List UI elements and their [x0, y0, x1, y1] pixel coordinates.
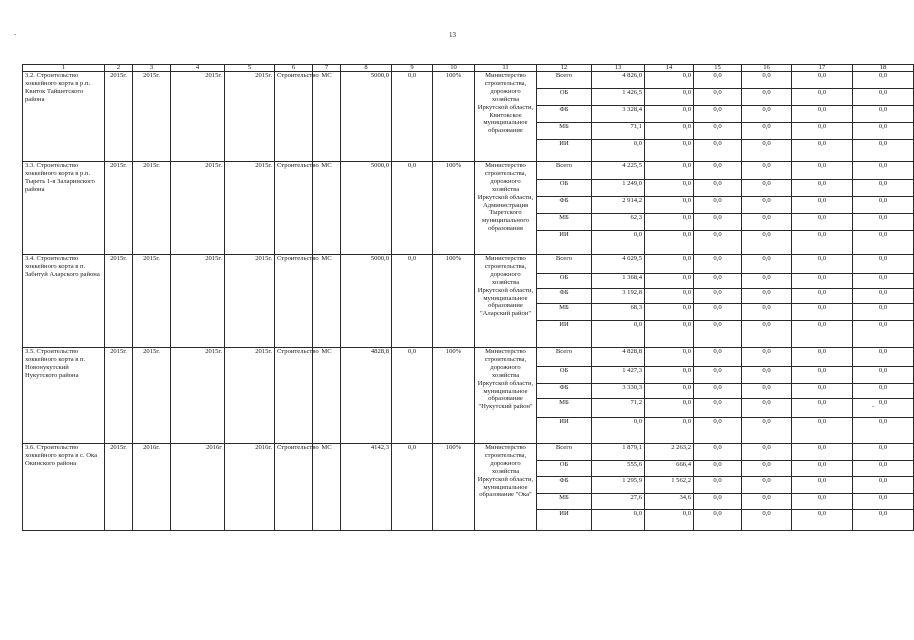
- funding-source: Всего: [537, 255, 592, 274]
- amount-cell: 0,0: [694, 461, 742, 477]
- amount-cell: 0,0: [742, 348, 792, 367]
- column-number: 5: [225, 65, 275, 72]
- column-number: 3: [133, 65, 171, 72]
- completion-percent: 100%: [433, 444, 475, 531]
- unit: МС: [313, 72, 341, 162]
- amount-cell: 0,0: [694, 180, 742, 197]
- amount-cell: 0,0: [792, 197, 853, 214]
- left-margin-mark: -: [14, 30, 17, 38]
- amount-cell: 0,0: [694, 162, 742, 180]
- completed-value: 0,0: [392, 72, 433, 162]
- amount-cell: 555,6: [592, 461, 645, 477]
- estimated-cost: 5000,0: [341, 255, 392, 348]
- amount-cell: 0,0: [742, 399, 792, 418]
- project-row: [23, 255, 914, 274]
- amount-cell: 0,0: [694, 197, 742, 214]
- amount-cell: 0,0: [853, 494, 914, 510]
- amount-cell: 0,0: [645, 214, 694, 231]
- start-year: 2015г.: [105, 348, 133, 444]
- amount-cell: 0,0: [645, 510, 694, 531]
- end-year: 2015г.: [133, 72, 171, 162]
- funding-source: ИИ: [537, 510, 592, 531]
- responsible-executor: Министерство строительства, дорожного хозяйства Иркутской области, муниципальное образование "Нукутский район": [475, 348, 537, 444]
- completion-percent: 100%: [433, 72, 475, 162]
- amount-cell: 0,0: [645, 348, 694, 367]
- project-name: 3.2. Строительство хоккейного корта в р.п. Квиток Тайшетского района: [23, 72, 105, 162]
- work-type: Строительство: [275, 162, 313, 255]
- amount-cell: 0,0: [792, 348, 853, 367]
- amount-cell: 0,0: [792, 304, 853, 321]
- program-table: [22, 64, 914, 531]
- amount-cell: 0,0: [742, 89, 792, 106]
- estimated-cost: 4142,3: [341, 444, 392, 531]
- column-number: 6: [275, 65, 313, 72]
- project-row: [23, 72, 914, 89]
- amount-cell: 0,0: [792, 72, 853, 89]
- funding-source: Всего: [537, 348, 592, 367]
- amount-cell: 0,0: [645, 304, 694, 321]
- completion-percent: 100%: [433, 348, 475, 444]
- start-year: 2015г.: [105, 162, 133, 255]
- amount-cell: 0,0: [694, 255, 742, 274]
- amount-cell: 0,0: [792, 106, 853, 123]
- amount-cell: 0,0: [742, 231, 792, 255]
- amount-cell: 0,0: [694, 106, 742, 123]
- amount-cell: 0,0: [792, 444, 853, 461]
- amount-cell: 0,0: [742, 321, 792, 348]
- work-type: Строительство: [275, 444, 313, 531]
- amount-cell: 0,0: [742, 494, 792, 510]
- amount-cell: 0,0: [853, 162, 914, 180]
- estimated-cost: 4828,8: [341, 348, 392, 444]
- amount-cell: 0,0: [792, 477, 853, 494]
- amount-cell: 2 914,2: [592, 197, 645, 214]
- funding-source: Всего: [537, 162, 592, 180]
- amount-cell: 62,3: [592, 214, 645, 231]
- amount-cell: 1 562,2: [645, 477, 694, 494]
- funding-source: МБ: [537, 214, 592, 231]
- amount-cell: 0,0: [853, 214, 914, 231]
- funding-source: ОБ: [537, 367, 592, 384]
- completed-value: 0,0: [392, 255, 433, 348]
- amount-cell: 0,0: [853, 197, 914, 214]
- amount-cell: 0,0: [694, 384, 742, 399]
- amount-cell: 0,0: [694, 321, 742, 348]
- amount-cell: 0,0: [645, 106, 694, 123]
- amount-cell: 0,0: [694, 304, 742, 321]
- amount-cell: 0,0: [694, 72, 742, 89]
- amount-cell: 0,0: [792, 289, 853, 304]
- amount-cell: 34,6: [645, 494, 694, 510]
- amount-cell: 0,0: [792, 140, 853, 162]
- funding-source: ОБ: [537, 180, 592, 197]
- funding-source: ОБ: [537, 461, 592, 477]
- project-row: [23, 348, 914, 367]
- amount-cell: 0,0: [645, 384, 694, 399]
- funding-source: ФБ: [537, 289, 592, 304]
- amount-cell: 0,0: [694, 399, 742, 418]
- period-end: 2016г.: [225, 444, 275, 531]
- amount-cell: 0,0: [645, 162, 694, 180]
- responsible-executor: Министерство строительства, дорожного хозяйства Иркутской области, Квитокское муниципальное образование: [475, 72, 537, 162]
- amount-cell: 0,0: [645, 123, 694, 140]
- unit: МС: [313, 444, 341, 531]
- amount-cell: 0,0: [645, 140, 694, 162]
- period-start: 2015г.: [171, 72, 225, 162]
- amount-cell: 0,0: [694, 123, 742, 140]
- amount-cell: 4 629,5: [592, 255, 645, 274]
- amount-cell: 0,0: [853, 348, 914, 367]
- amount-cell: 0,0: [742, 367, 792, 384]
- amount-cell: 0,0: [792, 510, 853, 531]
- amount-cell: 0,0: [853, 106, 914, 123]
- amount-cell: 1 368,4: [592, 274, 645, 289]
- completed-value: 0,0: [392, 444, 433, 531]
- end-year: 2015г.: [133, 348, 171, 444]
- amount-cell: 0,0: [792, 384, 853, 399]
- amount-cell: 1 427,3: [592, 367, 645, 384]
- amount-cell: 0,0: [853, 477, 914, 494]
- period-end: 2015г.: [225, 348, 275, 444]
- funding-source: Всего: [537, 444, 592, 461]
- amount-cell: 0,0: [694, 289, 742, 304]
- responsible-executor: Министерство строительства, дорожного хозяйства Иркутской области, муниципальное образование "Аларский район": [475, 255, 537, 348]
- amount-cell: 0,0: [853, 72, 914, 89]
- amount-cell: 0,0: [742, 461, 792, 477]
- amount-cell: 0,0: [592, 140, 645, 162]
- amount-cell: 0,0: [742, 477, 792, 494]
- project-row: [23, 444, 914, 461]
- amount-cell: 0,0: [853, 180, 914, 197]
- unit: МС: [313, 255, 341, 348]
- column-number-row: [23, 65, 914, 72]
- funding-source: ФБ: [537, 197, 592, 214]
- period-start: 2015г.: [171, 348, 225, 444]
- amount-cell: 3 330,3: [592, 384, 645, 399]
- amount-cell: 0,0: [853, 304, 914, 321]
- amount-cell: 71,1: [592, 123, 645, 140]
- amount-cell: 1 295,9: [592, 477, 645, 494]
- amount-cell: 0,0: [792, 461, 853, 477]
- amount-cell: 0,0: [694, 418, 742, 444]
- start-year: 2015г.: [105, 444, 133, 531]
- amount-cell: 0,0: [853, 444, 914, 461]
- amount-cell: 0,0: [742, 274, 792, 289]
- amount-cell: 4 826,0: [592, 72, 645, 89]
- project-name: 3.4. Строительство хоккейного корта в п. Забитуй Аларского района: [23, 255, 105, 348]
- amount-cell: 0,0: [742, 180, 792, 197]
- funding-source: Всего: [537, 72, 592, 89]
- end-year: 2015г.: [133, 162, 171, 255]
- end-year: 2015г.: [133, 255, 171, 348]
- column-number: 13: [592, 65, 645, 72]
- column-number: 18: [853, 65, 914, 72]
- amount-cell: 0,0: [792, 274, 853, 289]
- amount-cell: 1 249,0: [592, 180, 645, 197]
- amount-cell: 0,0: [592, 510, 645, 531]
- funding-source: ОБ: [537, 89, 592, 106]
- period-start: 2015г.: [171, 162, 225, 255]
- funding-source: МБ: [537, 494, 592, 510]
- amount-cell: 666,4: [645, 461, 694, 477]
- amount-cell: 0,0: [792, 255, 853, 274]
- amount-cell: 0,0: [792, 231, 853, 255]
- period-end: 2015г.: [225, 72, 275, 162]
- amount-cell: 0,0: [792, 123, 853, 140]
- amount-cell: 1 426,5: [592, 89, 645, 106]
- project-name: 3.6. Строительство хоккейного корта в с. Ока Окинского района: [23, 444, 105, 531]
- amount-cell: 0,0: [645, 399, 694, 418]
- amount-cell: 0,0: [792, 321, 853, 348]
- amount-cell: 0,0: [694, 231, 742, 255]
- completed-value: 0,0: [392, 162, 433, 255]
- amount-cell: 0,0: [853, 367, 914, 384]
- completed-value: 0,0: [392, 348, 433, 444]
- amount-cell: 71,2: [592, 399, 645, 418]
- amount-cell: 0,0: [742, 444, 792, 461]
- amount-cell: 0,0: [742, 214, 792, 231]
- funding-source: ФБ: [537, 477, 592, 494]
- column-number: 11: [475, 65, 537, 72]
- amount-cell: 0,0: [742, 123, 792, 140]
- amount-cell: 0,0: [742, 72, 792, 89]
- amount-cell: 0,0: [792, 399, 853, 418]
- period-end: 2015г.: [225, 255, 275, 348]
- work-type: Строительство: [275, 348, 313, 444]
- completion-percent: 100%: [433, 255, 475, 348]
- amount-cell: 0,0: [645, 274, 694, 289]
- amount-cell: 0,0: [792, 162, 853, 180]
- funding-source: МБ: [537, 123, 592, 140]
- amount-cell: 27,6: [592, 494, 645, 510]
- responsible-executor: Министерство строительства, дорожного хозяйства Иркутской области, Администрация Тыретского муниципального образования: [475, 162, 537, 255]
- column-number: 4: [171, 65, 225, 72]
- end-year: 2016г.: [133, 444, 171, 531]
- amount-cell: 0,0: [742, 384, 792, 399]
- estimated-cost: 5000,0: [341, 72, 392, 162]
- amount-cell: 0,0: [853, 255, 914, 274]
- amount-cell: 4 225,5: [592, 162, 645, 180]
- amount-cell: 0,0: [792, 418, 853, 444]
- project-row: [23, 162, 914, 180]
- amount-cell: 0,0: [694, 140, 742, 162]
- funding-source: ОБ: [537, 274, 592, 289]
- column-number: 10: [433, 65, 475, 72]
- amount-cell: 0,0: [853, 140, 914, 162]
- amount-cell: 0,0: [853, 510, 914, 531]
- amount-cell: 0,0: [853, 231, 914, 255]
- amount-cell: 0,0: [645, 197, 694, 214]
- amount-cell: 0,0: [792, 367, 853, 384]
- amount-cell: 0,0: [742, 162, 792, 180]
- funding-source: ИИ: [537, 231, 592, 255]
- amount-cell: 1 879,1: [592, 444, 645, 461]
- work-type: Строительство: [275, 255, 313, 348]
- column-number: 15: [694, 65, 742, 72]
- unit: МС: [313, 348, 341, 444]
- completion-percent: 100%: [433, 162, 475, 255]
- amount-cell: 0,0: [645, 367, 694, 384]
- project-name: 3.5. Строительство хоккейного корта в п. Новонукутский Нукутского района: [23, 348, 105, 444]
- period-end: 2015г.: [225, 162, 275, 255]
- amount-cell: 4 828,8: [592, 348, 645, 367]
- start-year: 2015г.: [105, 255, 133, 348]
- amount-cell: 0,0: [645, 255, 694, 274]
- amount-cell: 0,0: [645, 180, 694, 197]
- amount-cell: 3 192,8: [592, 289, 645, 304]
- amount-cell: 0,0: [742, 289, 792, 304]
- amount-cell: 0,0: [694, 477, 742, 494]
- amount-cell: 0,0: [792, 494, 853, 510]
- amount-cell: 0,0: [742, 510, 792, 531]
- amount-cell: 0,0: [792, 89, 853, 106]
- amount-cell: 0,0: [694, 89, 742, 106]
- amount-cell: 0,0: [742, 197, 792, 214]
- funding-source: ИИ: [537, 140, 592, 162]
- amount-cell: 0,0: [592, 321, 645, 348]
- work-type: Строительство: [275, 72, 313, 162]
- amount-cell: 0,0: [853, 123, 914, 140]
- amount-cell: 0,0: [592, 231, 645, 255]
- amount-cell: 0,0: [645, 418, 694, 444]
- estimated-cost: 5000,0: [341, 162, 392, 255]
- amount-cell: 0,0: [792, 180, 853, 197]
- amount-cell: 0,0: [853, 399, 914, 418]
- amount-cell: 0,0: [694, 494, 742, 510]
- column-number: 2: [105, 65, 133, 72]
- responsible-executor: Министерство строительства, дорожного хозяйства Иркутской области, муниципальное образование "Ока": [475, 444, 537, 531]
- amount-cell: 0,0: [645, 321, 694, 348]
- funding-source: ФБ: [537, 106, 592, 123]
- amount-cell: 0,0: [742, 255, 792, 274]
- funding-source: ФБ: [537, 384, 592, 399]
- amount-cell: 0,0: [645, 89, 694, 106]
- start-year: 2015г.: [105, 72, 133, 162]
- column-number: 14: [645, 65, 694, 72]
- column-number: 1: [23, 65, 105, 72]
- amount-cell: 0,0: [645, 231, 694, 255]
- amount-cell: 68,3: [592, 304, 645, 321]
- amount-cell: 0,0: [742, 418, 792, 444]
- amount-cell: 0,0: [645, 72, 694, 89]
- amount-cell: 0,0: [853, 89, 914, 106]
- amount-cell: 0,0: [853, 289, 914, 304]
- funding-source: МБ: [537, 304, 592, 321]
- amount-cell: 0,0: [694, 214, 742, 231]
- project-name: 3.3. Строительство хоккейного корта в р.п. Тыреть 1-я Заларинского района: [23, 162, 105, 255]
- column-number: 12: [537, 65, 592, 72]
- amount-cell: 3 328,4: [592, 106, 645, 123]
- amount-cell: 0,0: [853, 321, 914, 348]
- funding-source: МБ: [537, 399, 592, 418]
- amount-cell: 0,0: [742, 140, 792, 162]
- amount-cell: 0,0: [694, 367, 742, 384]
- page-number: 13: [449, 31, 456, 39]
- amount-cell: 0,0: [853, 384, 914, 399]
- amount-cell: 0,0: [694, 274, 742, 289]
- amount-cell: 0,0: [742, 106, 792, 123]
- amount-cell: 0,0: [694, 510, 742, 531]
- funding-source: ИИ: [537, 418, 592, 444]
- amount-cell: 0,0: [792, 214, 853, 231]
- column-number: 17: [792, 65, 853, 72]
- amount-cell: 0,0: [853, 461, 914, 477]
- amount-cell: 0,0: [694, 444, 742, 461]
- period-start: 2016г: [171, 444, 225, 531]
- period-start: 2015г.: [171, 255, 225, 348]
- amount-cell: 0,0: [742, 304, 792, 321]
- column-number: 7: [313, 65, 341, 72]
- amount-cell: 0,0: [645, 289, 694, 304]
- amount-cell: 0,0: [853, 274, 914, 289]
- column-number: 8: [341, 65, 392, 72]
- right-margin-mark: -: [872, 402, 875, 410]
- amount-cell: 2 263,2: [645, 444, 694, 461]
- unit: МС: [313, 162, 341, 255]
- funding-source: ИИ: [537, 321, 592, 348]
- column-number: 16: [742, 65, 792, 72]
- amount-cell: 0,0: [592, 418, 645, 444]
- amount-cell: 0,0: [853, 418, 914, 444]
- column-number: 9: [392, 65, 433, 72]
- amount-cell: 0,0: [694, 348, 742, 367]
